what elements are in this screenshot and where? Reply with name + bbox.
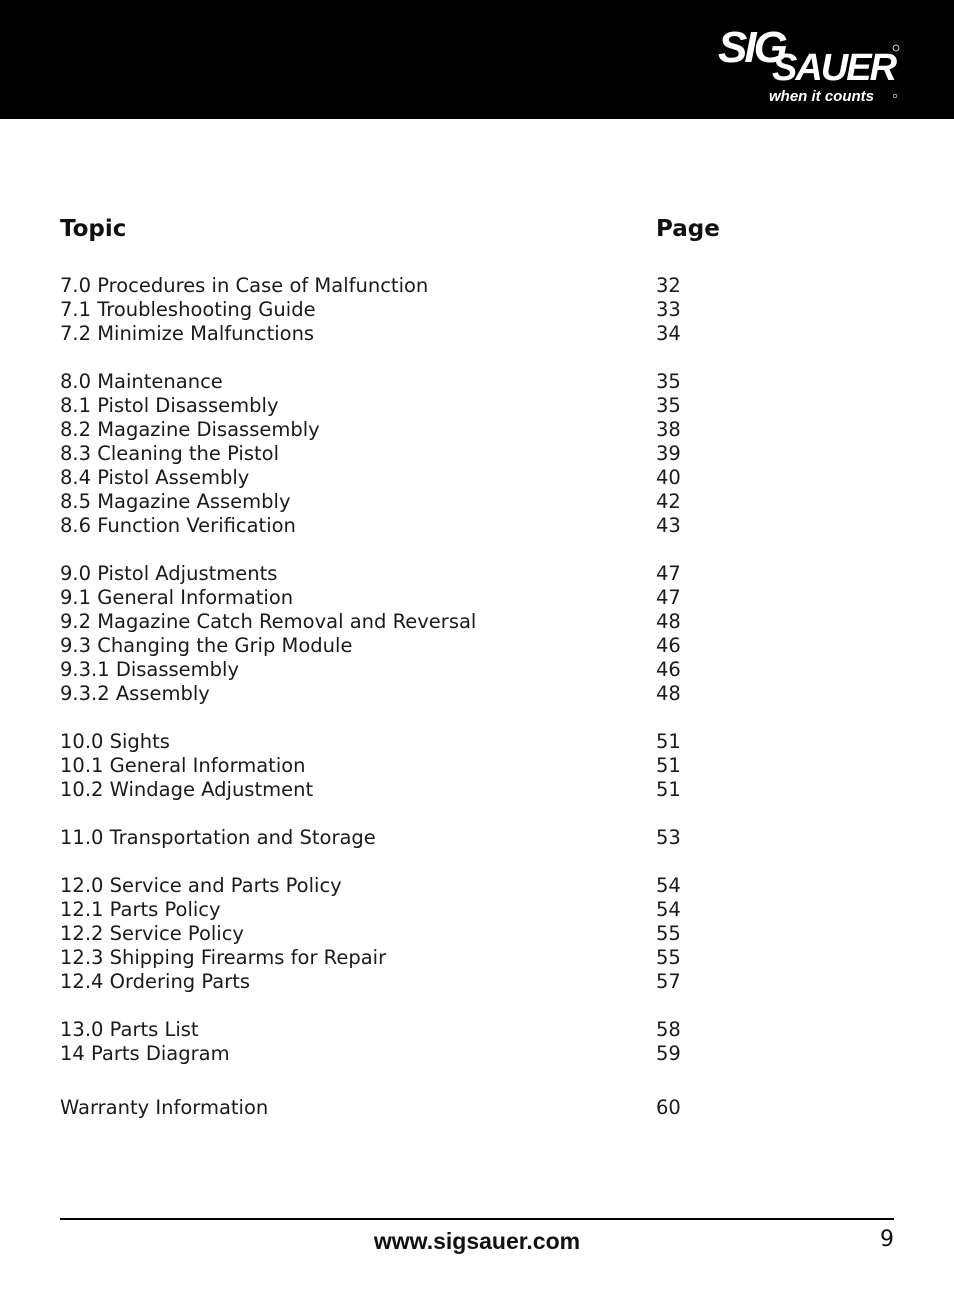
toc-entry-page: 47 (656, 562, 681, 585)
toc-entry-title: Warranty Information (60, 1096, 269, 1119)
toc-entry-page: 59 (656, 1042, 681, 1065)
toc-section (60, 274, 760, 346)
table-of-contents (60, 274, 760, 1144)
toc-entry-page: 46 (656, 658, 681, 681)
toc-entry-page: 55 (656, 922, 681, 945)
logo-tagline: when it counts (769, 88, 874, 105)
toc-entry-title: 9.3.2 Assembly (60, 682, 210, 705)
toc-entry-title: 9.2 Magazine Catch Removal and Reversal (60, 610, 477, 633)
toc-entry[interactable] (60, 586, 760, 610)
toc-entry-title: 10.1 General Information (60, 754, 306, 777)
sig-sauer-logo (714, 24, 904, 106)
toc-entry-title: 12.4 Ordering Parts (60, 970, 251, 993)
toc-entry[interactable] (60, 970, 760, 994)
toc-entry-page: 34 (656, 322, 681, 345)
toc-entry[interactable] (60, 298, 760, 322)
page-number: 9 (880, 1227, 894, 1252)
toc-entry-page: 57 (656, 970, 681, 993)
toc-entry[interactable] (60, 394, 760, 418)
toc-entry-page: 32 (656, 274, 681, 297)
toc-entry-page: 51 (656, 730, 681, 753)
toc-entry[interactable] (60, 466, 760, 490)
toc-entry[interactable] (60, 442, 760, 466)
toc-entry[interactable] (60, 682, 760, 706)
toc-entry-title: 10.0 Sights (60, 730, 170, 753)
toc-entry[interactable] (60, 418, 760, 442)
toc-entry-title: 8.0 Maintenance (60, 370, 223, 393)
toc-entry-page: 51 (656, 754, 681, 777)
toc-entry[interactable] (60, 490, 760, 514)
toc-entry-page: 40 (656, 466, 681, 489)
toc-entry[interactable] (60, 610, 760, 634)
toc-entry[interactable] (60, 1018, 760, 1042)
toc-entry-title: 7.2 Minimize Malfunctions (60, 322, 315, 345)
toc-entry-title: 10.2 Windage Adjustment (60, 778, 314, 801)
toc-entry-title: 12.2 Service Policy (60, 922, 244, 945)
toc-entry[interactable] (60, 946, 760, 970)
toc-section (60, 370, 760, 538)
toc-section (60, 874, 760, 994)
toc-entry-page: 46 (656, 634, 681, 657)
toc-entry-title: 9.0 Pistol Adjustments (60, 562, 278, 585)
toc-entry-page: 55 (656, 946, 681, 969)
toc-entry-title: 13.0 Parts List (60, 1018, 199, 1041)
toc-entry[interactable] (60, 778, 760, 802)
toc-entry-page: 35 (656, 394, 681, 417)
toc-section (60, 730, 760, 802)
toc-entry[interactable] (60, 274, 760, 298)
toc-entry-page: 35 (656, 370, 681, 393)
logo-sauer-text: SAUER (772, 47, 896, 89)
toc-entry-title: 12.0 Service and Parts Policy (60, 874, 342, 897)
toc-entry[interactable] (60, 874, 760, 898)
toc-entry[interactable] (60, 658, 760, 682)
toc-entry-page: 39 (656, 442, 681, 465)
toc-entry[interactable] (60, 370, 760, 394)
footer-divider (60, 1218, 894, 1220)
toc-entry-title: 8.2 Magazine Disassembly (60, 418, 320, 441)
page-column-heading: Page (656, 216, 720, 242)
toc-entry[interactable] (60, 514, 760, 538)
toc-entry-title: 9.3.1 Disassembly (60, 658, 240, 681)
footer-website[interactable]: www.sigsauer.com (373, 1228, 581, 1254)
toc-entry[interactable] (60, 922, 760, 946)
toc-entry-page: 47 (656, 586, 681, 609)
toc-entry-page: 48 (656, 682, 681, 705)
toc-entry-page: 33 (656, 298, 681, 321)
toc-entry-title: 7.1 Troubleshooting Guide (60, 298, 316, 321)
toc-section (60, 826, 760, 850)
toc-entry-page: 54 (656, 874, 681, 897)
toc-section (60, 562, 760, 706)
topic-column-heading: Topic (60, 216, 127, 242)
toc-entry-page: 38 (656, 418, 681, 441)
toc-entry-title: 14 Parts Diagram (60, 1042, 230, 1065)
toc-entry-page: 48 (656, 610, 681, 633)
toc-entry-title: 9.1 General Information (60, 586, 294, 609)
toc-entry-page: 54 (656, 898, 681, 921)
toc-entry-title: 8.3 Cleaning the Pistol (60, 442, 280, 465)
toc-section (60, 1018, 760, 1066)
toc-entry[interactable] (60, 562, 760, 586)
toc-entry-page: 58 (656, 1018, 681, 1041)
header-bar (0, 0, 954, 119)
toc-entry-page: 43 (656, 514, 681, 537)
toc-entry-page: 60 (656, 1096, 681, 1119)
toc-entry[interactable] (60, 826, 760, 850)
toc-entry-title: 9.3 Changing the Grip Module (60, 634, 353, 657)
toc-entry[interactable] (60, 730, 760, 754)
toc-entry-page: 42 (656, 490, 681, 513)
toc-entry-title: 7.0 Procedures in Case of Malfunction (60, 274, 429, 297)
toc-entry[interactable] (60, 898, 760, 922)
toc-entry-title: 8.5 Magazine Assembly (60, 490, 291, 513)
logo-sig-text: SIG (718, 24, 785, 72)
toc-entry[interactable] (60, 1096, 760, 1120)
toc-entry[interactable] (60, 634, 760, 658)
toc-entry[interactable] (60, 1042, 760, 1066)
toc-entry-title: 11.0 Transportation and Storage (60, 826, 376, 849)
toc-entry-title: 8.4 Pistol Assembly (60, 466, 250, 489)
toc-entry-title: 8.1 Pistol Disassembly (60, 394, 279, 417)
toc-entry[interactable] (60, 754, 760, 778)
toc-entry-title: 8.6 Function Verification (60, 514, 296, 537)
toc-section (60, 1096, 760, 1120)
toc-entry-title: 12.1 Parts Policy (60, 898, 221, 921)
toc-entry-page: 51 (656, 778, 681, 801)
toc-entry[interactable] (60, 322, 760, 346)
toc-entry-title: 12.3 Shipping Firearms for Repair (60, 946, 387, 969)
toc-entry-page: 53 (656, 826, 681, 849)
